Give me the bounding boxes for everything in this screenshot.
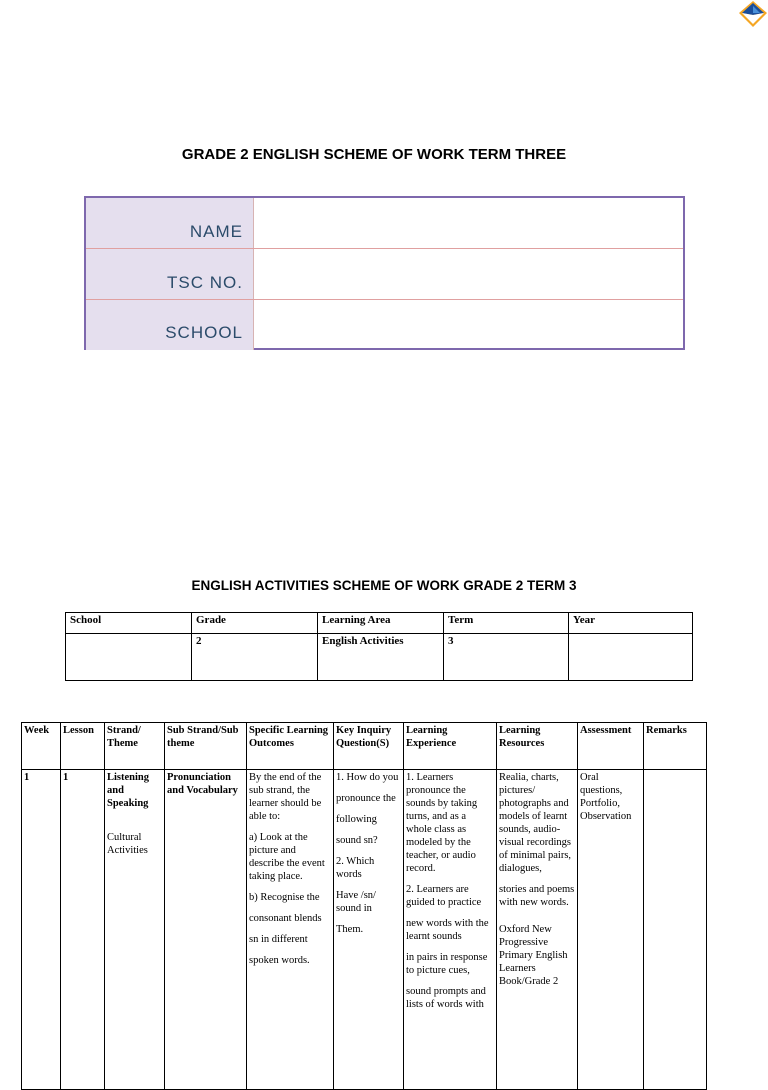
outcome-intro: By the end of the sub strand, the learner should be able to: <box>249 772 322 822</box>
strand-cell <box>105 770 165 1090</box>
outcome-b-3: sn in different <box>249 934 308 945</box>
assessment-cell: Oral questions, Portfolio, Observation <box>578 770 644 1090</box>
grade-header: Grade <box>192 613 318 634</box>
name-label: NAME <box>86 198 254 248</box>
school-details-table <box>65 612 693 681</box>
scheme-title: ENGLISH ACTIVITIES SCHEME OF WORK GRADE 2 TERM 3 <box>191 578 577 593</box>
experience-5: sound prompts and lists of words with <box>406 986 486 1010</box>
outcomes-cell <box>247 770 334 1090</box>
table-row <box>22 770 707 1090</box>
strand-theme: Cultural Activities <box>107 832 148 856</box>
year-header: Year <box>569 613 693 634</box>
teacher-info-box <box>84 196 685 350</box>
school-header: School <box>66 613 192 634</box>
strand-main: Listening and Speaking <box>107 772 150 809</box>
week-header: Week <box>22 723 61 770</box>
school-value <box>66 634 192 681</box>
learning-area-header: Learning Area <box>318 613 444 634</box>
tsc-field[interactable] <box>254 249 683 299</box>
question-1b: pronounce the <box>336 793 396 804</box>
question-1: 1. How do you <box>336 772 399 783</box>
tsc-label: TSC NO. <box>86 249 254 299</box>
experience-cell <box>404 770 497 1090</box>
remarks-cell <box>644 770 707 1090</box>
info-row-tsc <box>86 249 683 300</box>
resources-3: Oxford New Progressive Primary English Learners Book/Grade 2 <box>499 924 568 987</box>
outcome-b-2: consonant blends <box>249 913 322 924</box>
year-value <box>569 634 693 681</box>
learning-area-value: English Activities <box>318 634 444 681</box>
learning-experience-header: Learning Experience <box>404 723 497 770</box>
experience-3: new words with the learnt sounds <box>406 918 489 942</box>
outcome-a: a) Look at the picture and describe the event taking place. <box>249 832 325 882</box>
info-row-name <box>86 198 683 249</box>
school-field[interactable] <box>254 300 683 350</box>
resources-1: Realia, charts, pictures/ photographs and models of learnt sounds, audio-visual recordings of minimal pairs, dialogues, <box>499 772 572 874</box>
term-value: 3 <box>444 634 569 681</box>
inquiry-question-header: Key Inquiry Question(S) <box>334 723 404 770</box>
outcome-b-4: spoken words. <box>249 955 310 966</box>
lesson-header: Lesson <box>61 723 105 770</box>
experience-2: 2. Learners are guided to practice <box>406 884 482 908</box>
question-2b: Have /sn/ sound in <box>336 890 376 914</box>
term-header: Term <box>444 613 569 634</box>
sub-strand-cell: Pronunciation and Vocabulary <box>165 770 247 1090</box>
resources-cell <box>497 770 578 1090</box>
assessment-header: Assessment <box>578 723 644 770</box>
lesson-cell: 1 <box>61 770 105 1090</box>
learning-resources-header: Learning Resources <box>497 723 578 770</box>
name-field[interactable] <box>254 198 683 248</box>
question-2c: Them. <box>336 924 364 935</box>
experience-1: 1. Learners pronounce the sounds by taking turns, and as a whole class as modeled by the teacher, or audio record. <box>406 772 478 874</box>
info-row-school <box>86 300 683 350</box>
question-1d: sound sn? <box>336 835 378 846</box>
experience-4: in pairs in response to picture cues, <box>406 952 488 976</box>
question-1c: following <box>336 814 377 825</box>
question-2: 2. Which words <box>336 856 375 880</box>
strand-header: Strand/ Theme <box>105 723 165 770</box>
resources-2: stories and poems with new words. <box>499 884 575 908</box>
outcomes-header: Specific Learning Outcomes <box>247 723 334 770</box>
school-label: SCHOOL <box>86 300 254 350</box>
inquiry-cell <box>334 770 404 1090</box>
scheme-of-work-table <box>21 722 707 1090</box>
week-cell: 1 <box>22 770 61 1090</box>
document-title: GRADE 2 ENGLISH SCHEME OF WORK TERM THREE <box>181 146 567 163</box>
remarks-header: Remarks <box>644 723 707 770</box>
outcome-b: b) Recognise the <box>249 892 320 903</box>
grade-value: 2 <box>192 634 318 681</box>
sub-strand-header: Sub Strand/Sub theme <box>165 723 247 770</box>
blue-diamond-logo-icon <box>737 0 768 28</box>
